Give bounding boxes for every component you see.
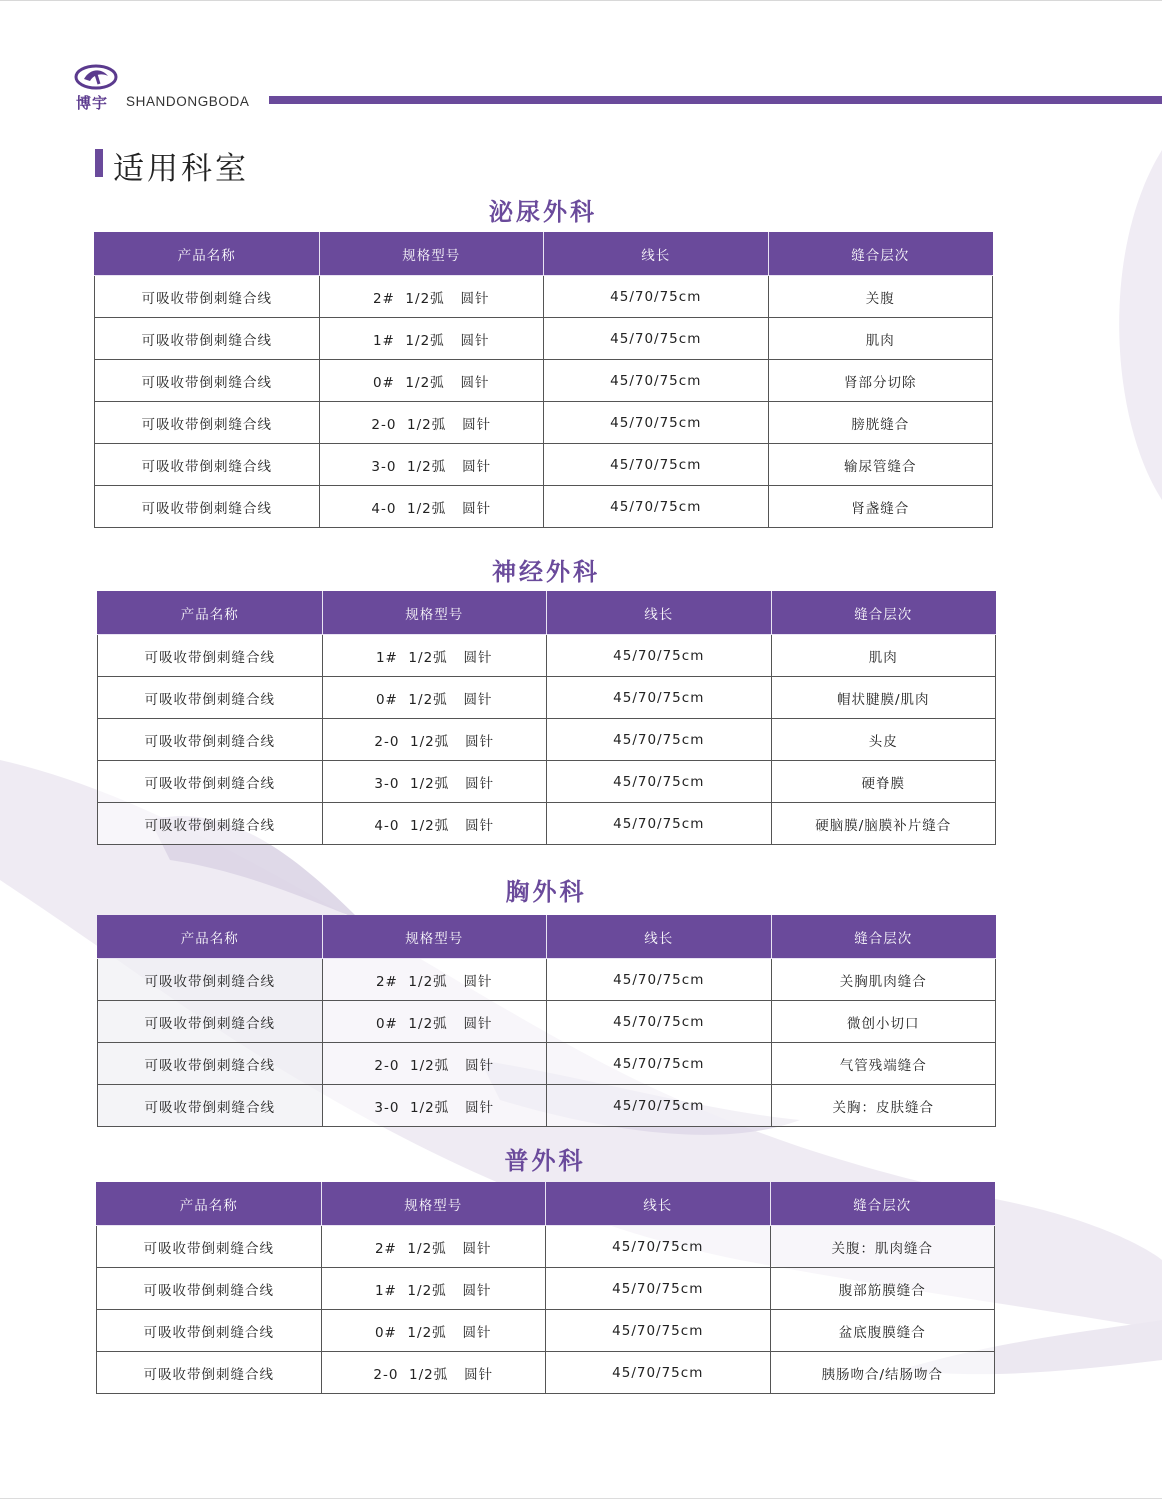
table-row — [95, 486, 993, 528]
cell-product-name: 可吸收带倒刺缝合线 — [98, 761, 323, 803]
cell-thread-length: 45/70/75cm — [547, 1085, 772, 1127]
table-row — [97, 1226, 995, 1268]
table-row — [97, 1268, 995, 1310]
cell-thread-length: 45/70/75cm — [544, 360, 769, 402]
spec-table — [94, 232, 993, 528]
logo-icon — [74, 62, 118, 92]
cell-product-name: 可吸收带倒刺缝合线 — [95, 318, 320, 360]
cell-suture-layer: 关腹 — [768, 276, 993, 318]
cell-spec-model: 0# 1/2弧 圆针 — [322, 1001, 547, 1043]
cell-product-name: 可吸收带倒刺缝合线 — [98, 1085, 323, 1127]
cell-thread-length: 45/70/75cm — [546, 1268, 771, 1310]
cell-suture-layer: 肌肉 — [771, 635, 996, 677]
column-header-product-name: 产品名称 — [97, 1183, 322, 1226]
column-header-suture-layer: 缝合层次 — [771, 916, 996, 959]
table-row — [95, 402, 993, 444]
cell-spec-model: 1# 1/2弧 圆针 — [319, 318, 544, 360]
column-header-thread-length: 线长 — [546, 1183, 771, 1226]
bottom-rule — [0, 1498, 1162, 1499]
top-rule — [0, 0, 1162, 1]
column-header-spec-model: 规格型号 — [322, 916, 547, 959]
cell-spec-model: 3-0 1/2弧 圆针 — [322, 761, 547, 803]
department-title: 胸外科 — [505, 878, 587, 906]
table-row — [97, 1310, 995, 1352]
column-header-spec-model: 规格型号 — [322, 592, 547, 635]
cell-thread-length: 45/70/75cm — [546, 1352, 771, 1394]
spec-table — [97, 915, 996, 1127]
cell-suture-layer: 硬脑膜/脑膜补片缝合 — [771, 803, 996, 845]
brand-header — [74, 62, 1162, 110]
cell-spec-model: 3-0 1/2弧 圆针 — [322, 1085, 547, 1127]
cell-product-name: 可吸收带倒刺缝合线 — [98, 719, 323, 761]
table-header-row — [98, 916, 996, 959]
department-title: 泌尿外科 — [489, 198, 597, 226]
cell-spec-model: 4-0 1/2弧 圆针 — [319, 486, 544, 528]
cell-spec-model: 0# 1/2弧 圆针 — [322, 677, 547, 719]
column-header-suture-layer: 缝合层次 — [770, 1183, 995, 1226]
cell-thread-length: 45/70/75cm — [547, 635, 772, 677]
table-row — [98, 1085, 996, 1127]
cell-spec-model: 0# 1/2弧 圆针 — [319, 360, 544, 402]
table-header-row — [98, 592, 996, 635]
cell-spec-model: 3-0 1/2弧 圆针 — [319, 444, 544, 486]
table-header-row — [97, 1183, 995, 1226]
cell-thread-length: 45/70/75cm — [547, 761, 772, 803]
cell-thread-length: 45/70/75cm — [546, 1226, 771, 1268]
brand-name-cn: 博宇 — [76, 94, 109, 112]
table-row — [98, 677, 996, 719]
brand-name-en: SHANDONGBODA — [126, 94, 250, 109]
cell-product-name: 可吸收带倒刺缝合线 — [95, 444, 320, 486]
cell-product-name: 可吸收带倒刺缝合线 — [98, 1043, 323, 1085]
cell-product-name: 可吸收带倒刺缝合线 — [97, 1352, 322, 1394]
table-row — [98, 1001, 996, 1043]
table-row — [95, 360, 993, 402]
cell-spec-model: 2-0 1/2弧 圆针 — [322, 1043, 547, 1085]
table-row — [98, 719, 996, 761]
column-header-spec-model: 规格型号 — [319, 233, 544, 276]
cell-spec-model: 1# 1/2弧 圆针 — [322, 635, 547, 677]
cell-suture-layer: 腹部筋膜缝合 — [770, 1268, 995, 1310]
cell-thread-length: 45/70/75cm — [544, 486, 769, 528]
cell-suture-layer: 气管残端缝合 — [771, 1043, 996, 1085]
cell-spec-model: 2-0 1/2弧 圆针 — [319, 402, 544, 444]
cell-suture-layer: 膀胱缝合 — [768, 402, 993, 444]
table-row — [95, 276, 993, 318]
table-row — [98, 959, 996, 1001]
cell-suture-layer: 肾部分切除 — [768, 360, 993, 402]
column-header-thread-length: 线长 — [547, 592, 772, 635]
cell-suture-layer: 关腹：肌肉缝合 — [770, 1226, 995, 1268]
table-row — [98, 761, 996, 803]
cell-suture-layer: 关胸肌肉缝合 — [771, 959, 996, 1001]
cell-spec-model: 2# 1/2弧 圆针 — [319, 276, 544, 318]
table-row — [95, 318, 993, 360]
cell-spec-model: 2# 1/2弧 圆针 — [322, 959, 547, 1001]
column-header-product-name: 产品名称 — [98, 916, 323, 959]
cell-suture-layer: 输尿管缝合 — [768, 444, 993, 486]
cell-thread-length: 45/70/75cm — [547, 803, 772, 845]
column-header-thread-length: 线长 — [547, 916, 772, 959]
cell-product-name: 可吸收带倒刺缝合线 — [95, 360, 320, 402]
cell-thread-length: 45/70/75cm — [544, 444, 769, 486]
cell-spec-model: 2-0 1/2弧 圆针 — [321, 1352, 546, 1394]
column-header-product-name: 产品名称 — [98, 592, 323, 635]
cell-product-name: 可吸收带倒刺缝合线 — [98, 803, 323, 845]
cell-suture-layer: 肾盏缝合 — [768, 486, 993, 528]
table-row — [97, 1352, 995, 1394]
cell-product-name: 可吸收带倒刺缝合线 — [95, 276, 320, 318]
table-header-row — [95, 233, 993, 276]
cell-suture-layer: 头皮 — [771, 719, 996, 761]
table-row — [95, 444, 993, 486]
cell-product-name: 可吸收带倒刺缝合线 — [98, 677, 323, 719]
cell-product-name: 可吸收带倒刺缝合线 — [98, 959, 323, 1001]
cell-thread-length: 45/70/75cm — [544, 318, 769, 360]
column-header-thread-length: 线长 — [544, 233, 769, 276]
department-title: 神经外科 — [492, 558, 600, 586]
cell-suture-layer: 盆底腹膜缝合 — [770, 1310, 995, 1352]
table-row — [98, 803, 996, 845]
spec-table — [96, 1182, 995, 1394]
cell-suture-layer: 胰肠吻合/结肠吻合 — [770, 1352, 995, 1394]
cell-thread-length: 45/70/75cm — [547, 1001, 772, 1043]
cell-product-name: 可吸收带倒刺缝合线 — [95, 486, 320, 528]
cell-thread-length: 45/70/75cm — [546, 1310, 771, 1352]
cell-product-name: 可吸收带倒刺缝合线 — [97, 1226, 322, 1268]
cell-thread-length: 45/70/75cm — [547, 677, 772, 719]
cell-thread-length: 45/70/75cm — [544, 276, 769, 318]
cell-product-name: 可吸收带倒刺缝合线 — [97, 1310, 322, 1352]
cell-product-name: 可吸收带倒刺缝合线 — [98, 1001, 323, 1043]
column-header-spec-model: 规格型号 — [321, 1183, 546, 1226]
cell-spec-model: 2-0 1/2弧 圆针 — [322, 719, 547, 761]
cell-product-name: 可吸收带倒刺缝合线 — [95, 402, 320, 444]
cell-suture-layer: 微创小切口 — [771, 1001, 996, 1043]
spec-table — [97, 591, 996, 845]
cell-thread-length: 45/70/75cm — [544, 402, 769, 444]
cell-product-name: 可吸收带倒刺缝合线 — [98, 635, 323, 677]
cell-thread-length: 45/70/75cm — [547, 1043, 772, 1085]
title-marker — [95, 149, 103, 177]
cell-suture-layer: 肌肉 — [768, 318, 993, 360]
cell-spec-model: 4-0 1/2弧 圆针 — [322, 803, 547, 845]
cell-suture-layer: 帽状腱膜/肌肉 — [771, 677, 996, 719]
table-row — [98, 1043, 996, 1085]
cell-spec-model: 2# 1/2弧 圆针 — [321, 1226, 546, 1268]
section-title-text: 适用科室 — [113, 151, 249, 187]
cell-spec-model: 1# 1/2弧 圆针 — [321, 1268, 546, 1310]
department-title: 普外科 — [504, 1147, 586, 1175]
cell-suture-layer: 硬脊膜 — [771, 761, 996, 803]
column-header-suture-layer: 缝合层次 — [771, 592, 996, 635]
column-header-suture-layer: 缝合层次 — [768, 233, 993, 276]
column-header-product-name: 产品名称 — [95, 233, 320, 276]
cell-suture-layer: 关胸：皮肤缝合 — [771, 1085, 996, 1127]
header-accent-bar — [269, 96, 1162, 104]
cell-thread-length: 45/70/75cm — [547, 959, 772, 1001]
cell-spec-model: 0# 1/2弧 圆针 — [321, 1310, 546, 1352]
table-row — [98, 635, 996, 677]
cell-thread-length: 45/70/75cm — [547, 719, 772, 761]
cell-product-name: 可吸收带倒刺缝合线 — [97, 1268, 322, 1310]
